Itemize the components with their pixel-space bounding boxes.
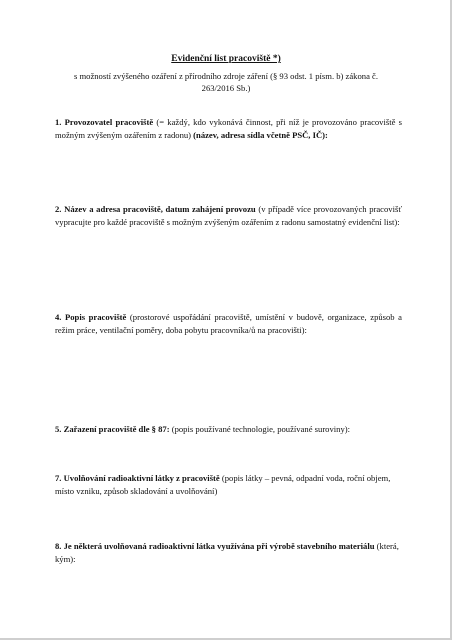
section-2-workplace (55, 203, 402, 228)
section-1-operator (55, 116, 402, 141)
section-4-description (55, 311, 402, 336)
section-1-heading-tail: (název, adresa sídla včetně PSČ, IČ): (193, 129, 328, 140)
section-7-heading: 7. Uvolňování radioaktivní látky z pracoviště (55, 473, 220, 483)
section-1-heading: 1. Provozovatel pracoviště (55, 117, 154, 127)
document-title: Evidenční list pracoviště *) (171, 54, 281, 64)
section-2-heading: 2. Název a adresa pracoviště, datum zahájení provozu (55, 204, 256, 214)
section-5-classification (55, 423, 402, 436)
section-5-text: (popis používané technologie, používané suroviny): (169, 424, 351, 434)
section-1-text: (= každý, kdo vykonává činnost, při níž je provozováno pracoviště s možným zvýšeným ozářením z radonu) (55, 117, 402, 140)
section-8-heading: 8. Je některá uvolňovaná radioaktivní látka využívána při výrobě stavebního materiálu (55, 541, 375, 551)
section-2-text: (v případě více provozovaných pracovišť vypracujte pro každé pracoviště s možným zvýšeným ozářením z radonu samostatný evidenční list): (55, 204, 402, 227)
section-4-heading: 4. Popis pracoviště (55, 312, 127, 322)
section-4-text: (prostorové uspořádání pracoviště, umístění v budově, organizace, způsob a režim práce, ventilační poměry, doba pobytu pracovníka/ů na pracovišti): (55, 312, 402, 335)
section-7-release (55, 472, 402, 497)
section-7-text: (popis látky – pevná, odpadní voda, roční objem, místo vzniku, způsob skladování a uvolňování) (55, 473, 391, 496)
section-8-building-material (55, 540, 402, 565)
document-subtitle: s možností zvýšeného ozáření z přírodního zdroje záření (§ 93 odst. 1 písm. b) zákona č. 263/2016 Sb.) (73, 71, 379, 93)
section-5-heading: 5. Zařazení pracoviště dle § 87: (55, 424, 170, 434)
section-8-text: (která, kým): (55, 541, 399, 564)
